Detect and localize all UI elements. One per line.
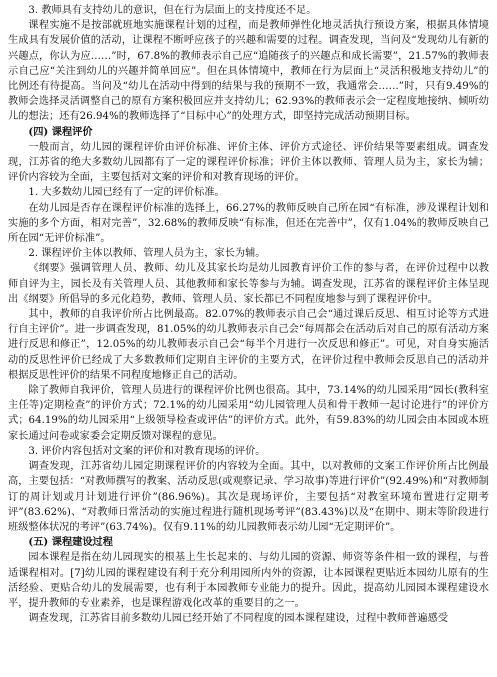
section-heading-curriculum-construction: (五) 课程建设过程 bbox=[28, 536, 113, 549]
subheading-evaluation-standards: 1. 大多数幼儿园已经有了一定的评价标准。 bbox=[28, 187, 225, 199]
paragraph-evaluation-content: 调查发现，江苏省幼儿园定期课程评价的内容较为全面。其中，以对教师的文案工作评价所占比例最高，主要包括：“对教师撰写的教案、活动反思(或观察记录、学习故事)等进行评价”(92.49%)和“对教师制订的周计划或月计划进行评价”(86.96%)。其次是现场评价，主要包括“对教室环境布置进行定期考评”(83.62%)、“对教师日常活动的实施过程进行随机现场考评”(83.43%)以及“在期中、期末等阶段进行班级整体状况的考评”(63.74%)。仅有9.11%的幼儿园教师表示幼儿园“无定期评价”。 bbox=[8, 461, 489, 533]
paragraph-construction-findings: 调查发现，江苏省目前多数幼儿园已经开始了不同程度的园本课程建设，过程中教师普遍感受 bbox=[28, 613, 449, 625]
subheading-evaluation-subjects: 2. 课程评价主体以教师、管理人员为主，家长为辅。 bbox=[28, 248, 266, 260]
subheading-evaluation-content: 3. 评价内容包括对文案的评价和对教育现场的评价。 bbox=[28, 445, 266, 457]
paragraph-evaluation-standards: 在幼儿园是否存在课程评价标准的选择上，66.27%的教师反映自己所在园“有标准，涉及课程计划和实施的多个方面，相对完善”，32.68%的教师反映“有标准，但还在完善中”，仅有1.04%的教师反映自己所在园“无评价标准”。 bbox=[8, 202, 489, 245]
section-heading-curriculum-evaluation: (四) 课程评价 bbox=[28, 125, 93, 138]
paragraph-guidelines-evaluation: 《纲要》强调管理人员、教师、幼儿及其家长均是幼儿园教育评价工作的参与者，在评价过程中以教师自评为主，园长及有关管理人员、其他教师和家长等参与为辅。调查发现，江苏省的课程评价主体呈现出《纲要》所倡导的多元化趋势，教师、管理人员、家长都已不同程度地参与到了课程评价中。 bbox=[8, 263, 489, 305]
paragraph-curriculum-implementation: 课程实施不是按部就班地实施课程计划的过程，而是教师弹性化地灵活执行预设方案，根据具体情境生成具有发展价值的活动，让课程不断呼应孩子的兴趣和需要的过程。调查发现，当问及“发现幼儿有新的兴趣点，你认为应……”时，67.8%的教师表示自己应“追随孩子的兴趣点和成长需要”，21.57%的教师表示自己应“关注到幼儿的兴趣并简单回应”。但在具体情境中，教师在行为层面上“灵活积极地支持幼儿”的比例还有待提高。当问及“幼儿在活动中得到的结果与我的预期不一致，我通常会……”时，只有9.49%的教师会选择灵活调整自己的原有方案积极回应并支持幼儿；62.93%的教师表示会一定程度地接纳、倾听幼儿的想法；还有26.94%的教师选择了“目标中心”的处理方式，即坚持完成活动预期目标。 bbox=[8, 20, 489, 123]
paragraph-manager-evaluation: 除了教师自我评价，管理人员进行的课程评价比例也很高。其中，73.14%的幼儿园采用“园长(教科室主任等)定期检查”的评价方式；72.1%的幼儿园采用“幼儿园管理人员和骨干教师一起讨论进行”的评价方式；64.19%的幼儿园采用“上级领导检查或评估”的评价方式。此外，有59.83%的幼儿园会由本园或本班家长通过问卷或家委会定期反馈对课程的意见。 bbox=[8, 385, 489, 442]
subheading-teacher-support: 3. 教师具有支持幼儿的意识，但在行为层面上的支持度还不足。 bbox=[28, 5, 317, 16]
paragraph-evaluation-overview: 一般而言，幼儿园的课程评价由评价标准、评价主体、评价方式途径、评价结果等要素组成。调查发现，江苏省的绝大多数幼儿园都有了一定的课程评价标准；评价主体以教师、管理人员为主，家长为辅；评价内容较为全面，主要包括对文案的评价和对教育现场的评价。 bbox=[8, 141, 489, 184]
paragraph-school-based-curriculum: 园本课程是指在幼儿园现实的根基上生长起来的、与幼儿园的资源、师资等条件相一致的课程，与普适课程相对。[7]幼儿园的课程建设有利于充分利用园所内外的资源，让本园课程更贴近本园幼儿原有的生活经验、更贴合幼儿的发展需要，也有利于本园教师专业能力的提升。因此，提高幼儿园园本课程建设水平，提升教师的专业素养，也是课程游戏化改革的重要目的之一。 bbox=[8, 552, 489, 609]
paragraph-teacher-self-evaluation: 其中，教师的自我评价所占比例最高。82.07%的教师表示自己会“通过课后反思、相互讨论等方式进行自主评价”。进一步调查发现，81.05%的幼儿教师表示自己会“每周都会在活动后对自己的原有活动方案进行反思和修正”，12.05%的幼儿教师表示自己会“每半个月进行一次反思和修正”。可见，对自身实施活动的反思性评价已经成了大多数教师们定期自主评价的主要方式，在评价过程中教师会反思自己的活动并根据反思性评价的结果不同程度地修正自己的活动。 bbox=[8, 309, 489, 381]
